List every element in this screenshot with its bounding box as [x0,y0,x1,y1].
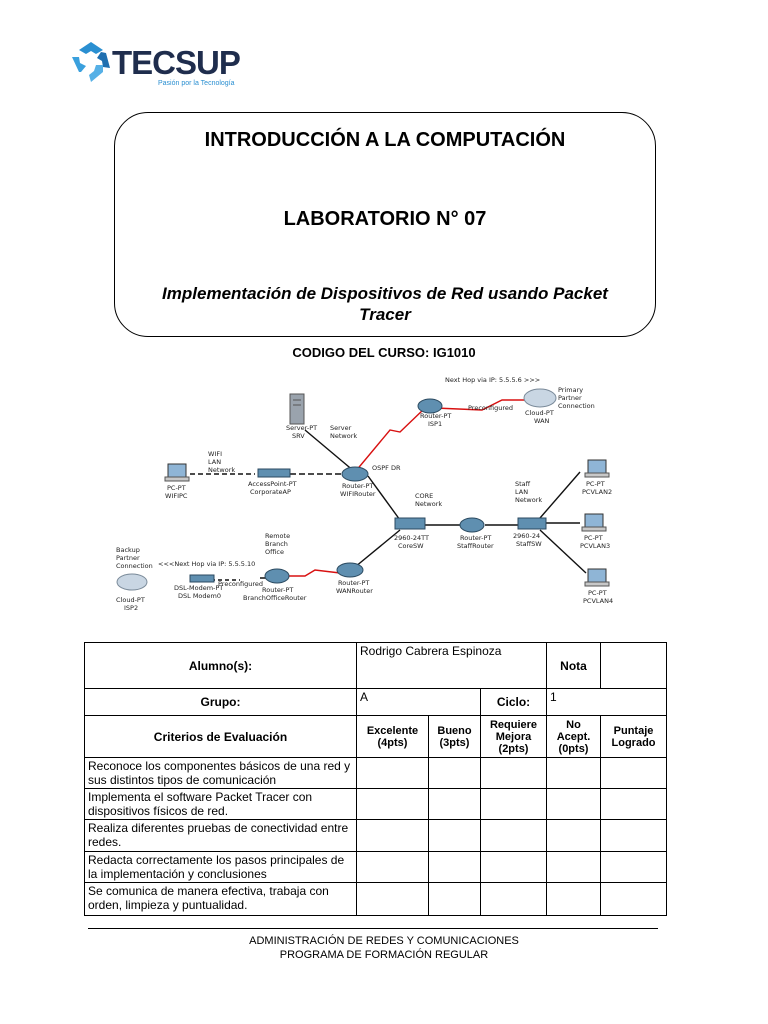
label-isp1-2: ISP1 [428,420,443,428]
score-cell [547,820,601,852]
lab-title: LABORATORIO N° 07 [283,208,487,230]
label-staff-lan-3: Network [515,496,543,504]
label-pc-vlan2-2: PCVLAN2 [582,488,613,496]
header-requiere: Requiere Mejora (2pts) [481,716,547,758]
label-cloud-isp2-2: ISP2 [124,604,139,612]
label-server-net-2: Network [330,432,358,440]
label-ap-2: CorporateAP [250,488,291,496]
label-staff-sw-1: 2960-24 [513,532,541,540]
score-cell [601,820,667,852]
router-staff-icon [460,518,484,532]
label-primary-partner-2: Partner [558,394,582,402]
score-cell [481,758,547,789]
criteria-header-row [85,716,667,758]
label-staff-router-2: StaffRouter [457,542,494,550]
dsl-modem-icon [190,575,214,582]
router-branch-icon [265,569,289,583]
score-cell [601,789,667,820]
label-core-sw-1: 2960-24TT [394,534,429,542]
criterion-text: Se comunica de manera efectiva, trabaja con orden, limpieza y puntualidad. [85,883,357,916]
footer-line-2: PROGRAMA DE FORMACIÓN REGULAR [279,949,489,961]
footer-divider [88,928,658,929]
network-topology-diagram [110,370,670,620]
access-point-icon [258,469,290,477]
label-wifi-lan-2: LAN [208,458,222,466]
router-wan-icon [337,563,363,577]
alumno-value: Rodrigo Cabrera Espinoza [357,643,547,689]
pc-vlan4-icon [585,569,609,586]
label-pc-wifi-2: WIFIPC [165,492,188,500]
footer-line-1: ADMINISTRACIÓN DE REDES Y COMUNICACIONES [249,935,519,947]
label-wifi-router-2: WIFIRouter [340,490,376,498]
tecsup-logo [70,40,250,92]
header-criterios: Criterios de Evaluación [85,716,357,758]
grupo-value: A [357,689,481,716]
score-cell [429,820,481,852]
criteria-row [85,852,667,883]
score-cell [481,883,547,916]
router-wifi-icon [342,467,368,481]
pc-vlan3-icon [582,514,606,531]
cloud-isp2-icon [117,574,147,590]
criteria-row [85,883,667,916]
label-branch-router-2: BranchOfficeRouter [243,594,307,602]
title-box [114,112,656,337]
label-backup-partner-1: Backup [116,546,140,554]
label-pc-vlan4-1: PC-PT [588,589,607,597]
label-pc-vlan3-1: PC-PT [584,534,603,542]
tecsup-logo-icon [70,40,112,84]
score-cell [601,758,667,789]
score-cell [547,789,601,820]
score-cell [547,852,601,883]
label-staff-lan-2: LAN [515,488,529,496]
course-title: INTRODUCCIÓN A LA COMPUTACIÓN [204,129,566,151]
label-next-hop-top: Next Hop via IP: 5.5.5.6 >>> [445,376,541,384]
label-remote-branch-3: Office [265,548,284,556]
label-cloud-wan-2: WAN [534,417,550,425]
score-cell [357,758,429,789]
score-cell [547,883,601,916]
label-ap-1: AccessPoint-PT [248,480,297,488]
nota-value [601,643,667,689]
lab-subtitle: Implementación de Dispositivos de Red usando Packet Tracer [162,284,608,324]
label-isp1-1: Router-PT [420,412,452,420]
criteria-row [85,789,667,820]
label-backup-partner-3: Connection [116,562,153,570]
label-pc-vlan2-1: PC-PT [586,480,605,488]
header-puntaje: Puntaje Logrado [601,716,667,758]
label-server-1: Server-PT [286,424,318,432]
alumno-row [85,643,667,689]
evaluation-table [84,642,667,916]
label-wifi-router-1: Router-PT [342,482,374,490]
label-preconfigured-bottom: Preconfigured [218,580,263,588]
label-preconfigured-top: Preconfigured [468,404,513,412]
score-cell [481,852,547,883]
criterion-text: Redacta correctamente los pasos principales de la implementación y conclusiones [85,852,357,883]
label-server-2: SRV [292,432,305,440]
ciclo-value: 1 [547,689,667,716]
server-srv-icon [290,394,304,424]
router-isp1-icon [418,399,442,413]
nota-label: Nota [547,643,601,689]
score-cell [357,883,429,916]
score-cell [601,883,667,916]
label-pc-vlan4-2: PCVLAN4 [583,597,614,605]
label-dsl-modem-1: DSL-Modem-PT [174,584,224,592]
label-wan-router-1: Router-PT [338,579,370,587]
label-staff-router-1: Router-PT [460,534,492,542]
score-cell [357,820,429,852]
score-cell [547,758,601,789]
label-primary-partner-1: Primary [558,386,584,394]
label-remote-branch-2: Branch [265,540,288,548]
score-cell [429,883,481,916]
label-wan-router-2: WANRouter [336,587,373,595]
score-cell [481,789,547,820]
label-core-sw-2: CoreSW [398,542,424,550]
label-core-net-2: Network [415,500,443,508]
label-cloud-isp2-1: Cloud-PT [116,596,145,604]
header-bueno: Bueno (3pts) [429,716,481,758]
label-primary-partner-3: Connection [558,402,595,410]
pc-vlan2-icon [585,460,609,477]
score-cell [429,758,481,789]
label-wifi-lan-1: WIFI [208,450,222,458]
footer [0,934,768,962]
alumno-label: Alumno(s): [85,643,357,689]
label-ospf: OSPF DR [372,464,401,472]
score-cell [357,789,429,820]
label-staff-lan-1: Staff [515,480,531,488]
score-cell [357,852,429,883]
score-cell [481,820,547,852]
score-cell [429,789,481,820]
label-server-net-1: Server [330,424,352,432]
logo-tagline: Pasión por la Tecnología [158,80,235,87]
score-cell [601,852,667,883]
score-cell [429,852,481,883]
criteria-row [85,820,667,852]
label-wifi-lan-3: Network [208,466,236,474]
label-pc-wifi-1: PC-PT [167,484,186,492]
label-remote-branch-1: Remote [265,532,291,540]
label-next-hop-bottom: <<<Next Hop via IP: 5.5.5.10 [158,560,256,568]
label-cloud-wan-1: Cloud-PT [525,409,554,417]
criteria-row [85,758,667,789]
label-staff-sw-2: StaffSW [516,540,542,548]
switch-core-icon [395,518,425,529]
switch-staff-icon [518,518,546,529]
label-backup-partner-2: Partner [116,554,140,562]
criterion-text: Realiza diferentes pruebas de conectividad entre redes. [85,820,357,852]
course-code: CODIGO DEL CURSO: IG1010 [292,345,476,360]
header-excelente: Excelente (4pts) [357,716,429,758]
grupo-row [85,689,667,716]
grupo-label: Grupo: [85,689,357,716]
label-pc-vlan3-2: PCVLAN3 [580,542,611,550]
pc-wifipc-icon [165,464,189,481]
label-core-net-1: CORE [415,492,434,500]
label-dsl-modem-2: DSL Modem0 [178,592,221,600]
cloud-wan-icon [524,389,556,407]
criterion-text: Reconoce los componentes básicos de una red y sus distintos tipos de comunicación [85,758,357,789]
header-no-acept: No Acept. (0pts) [547,716,601,758]
criterion-text: Implementa el software Packet Tracer con dispositivos físicos de red. [85,789,357,820]
label-branch-router-1: Router-PT [262,586,294,594]
logo-wordmark: TECSUP [112,44,240,81]
ciclo-label: Ciclo: [481,689,547,716]
